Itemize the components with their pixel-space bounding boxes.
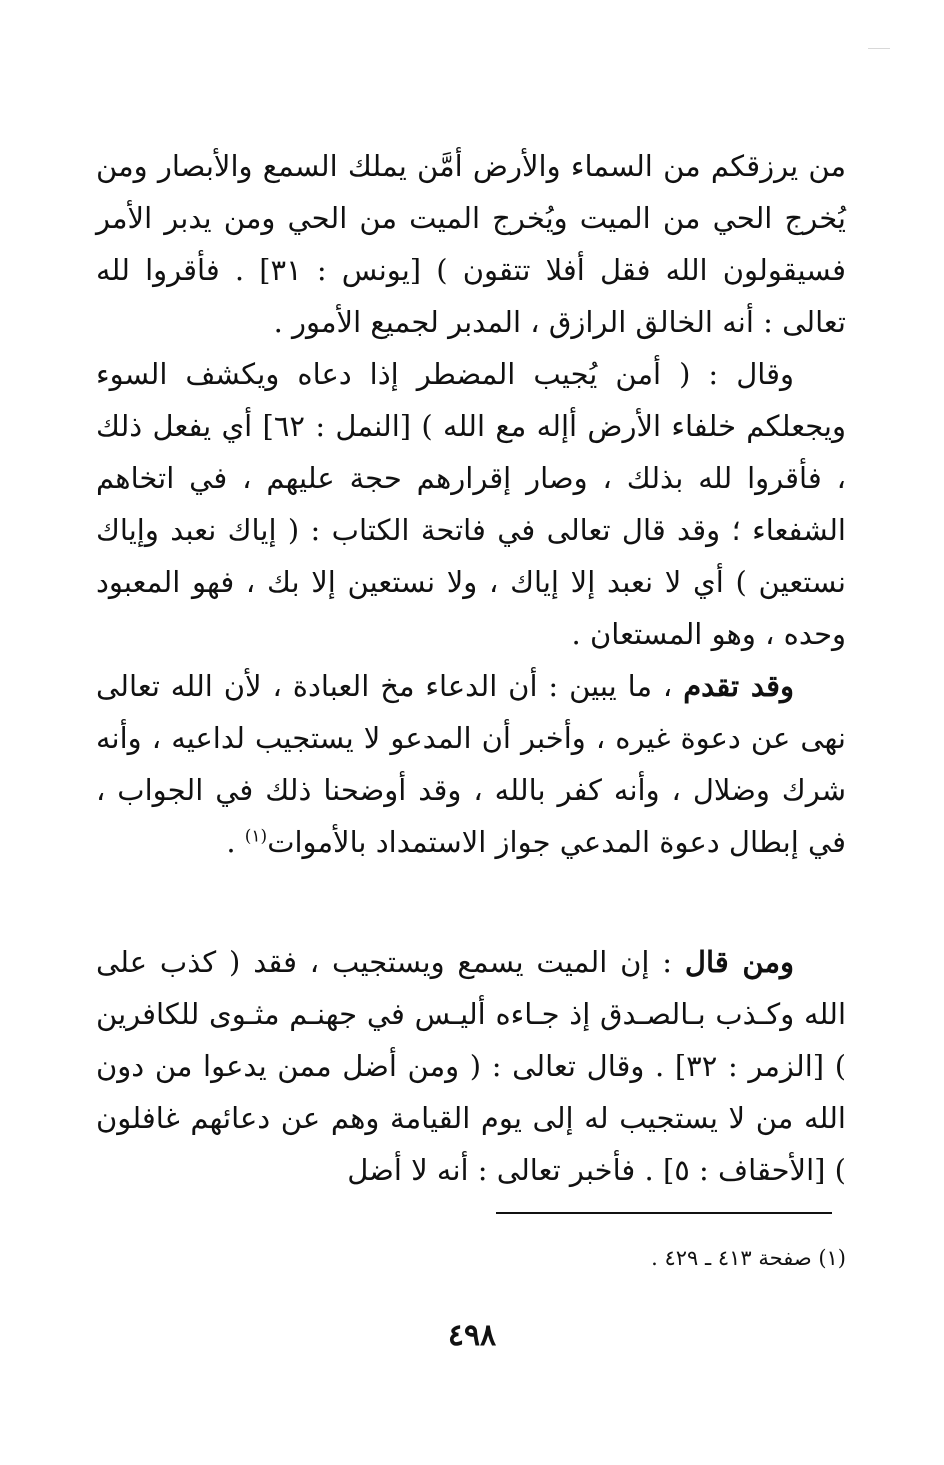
footnote-divider [496, 1212, 832, 1214]
paragraph-4-text [96, 936, 846, 1196]
paragraph-3-body: ، ما يبين : أن الدعاء مخ العبادة ، لأن الله تعالى نهى عن دعوة غيره ، وأخبر أن المدعو لا يستجيب لداعيه ، وأنه شرك وضلال ، وأنه كفر بالله ، وقد أوضحنا ذلك في الجواب ، في إبطال دعوة المدعي جواز الاستمداد بالأموات [96, 669, 846, 859]
paragraph-3 [96, 660, 846, 868]
footnote-reference: (١) [244, 826, 268, 847]
paragraph-4-lead: ومن قال [684, 945, 794, 979]
paragraph-2 [96, 348, 846, 660]
paragraph-3-lead: وقد تقدم [683, 669, 794, 703]
paragraph-1 [96, 140, 846, 348]
paragraph-4 [96, 936, 846, 1196]
paragraph-1-text: من يرزقكم من السماء والأرض أمَّن يملك السمع والأبصار ومن يُخرج الحي من الميت ويُخرج الميت من الحي ومن يدبر الأمر فسيقولون الله فقل أفلا تتقون ) [يونس : ٣١] . فأقروا لله تعالى : أنه الخالق الرازق ، المدبر لجميع الأمور . [96, 149, 846, 339]
paragraph-3-text [96, 660, 846, 868]
scan-mark [868, 48, 890, 49]
paragraph-3-end: . [226, 825, 245, 859]
paragraph-4-body: : إن الميت يسمع ويستجيب ، فقد ( كذب على الله وكـذب بـالصـدق إذ جـاءه أليـس في جهنـم مثـوى للكافرين ) [الزمر : ٣٢] . وقال تعالى : ( ومن أضل ممن يدعوا من دون الله من لا يستجيب له إلى يوم القيامة وهم عن دعائهم غافلون ) [الأحقاف : ٥] . فأخبر تعالى : أنه لا أضل [96, 945, 847, 1187]
footnote: (١) صفحة ٤١٣ ـ ٤٢٩ . [651, 1246, 846, 1270]
paragraph-2-text: وقال : ( أمن يُجيب المضطر إذا دعاه ويكشف السوء ويجعلكم خلفاء الأرض أإله مع الله ) [النمل : ٦٢] أي يفعل ذلك ، فأقروا لله بذلك ، وصار إقرارهم حجة عليهم ، في اتخاهم الشفعاء ؛ وقد قال تعالى في فاتحة الكتاب : ( إياك نعبد وإياك نستعين ) أي لا نعبد إلا إياك ، ولا نستعين إلا بك ، فهو المعبود وحده ، وهو المستعان . [96, 357, 847, 651]
page-number: ٤٩٨ [447, 1318, 497, 1353]
